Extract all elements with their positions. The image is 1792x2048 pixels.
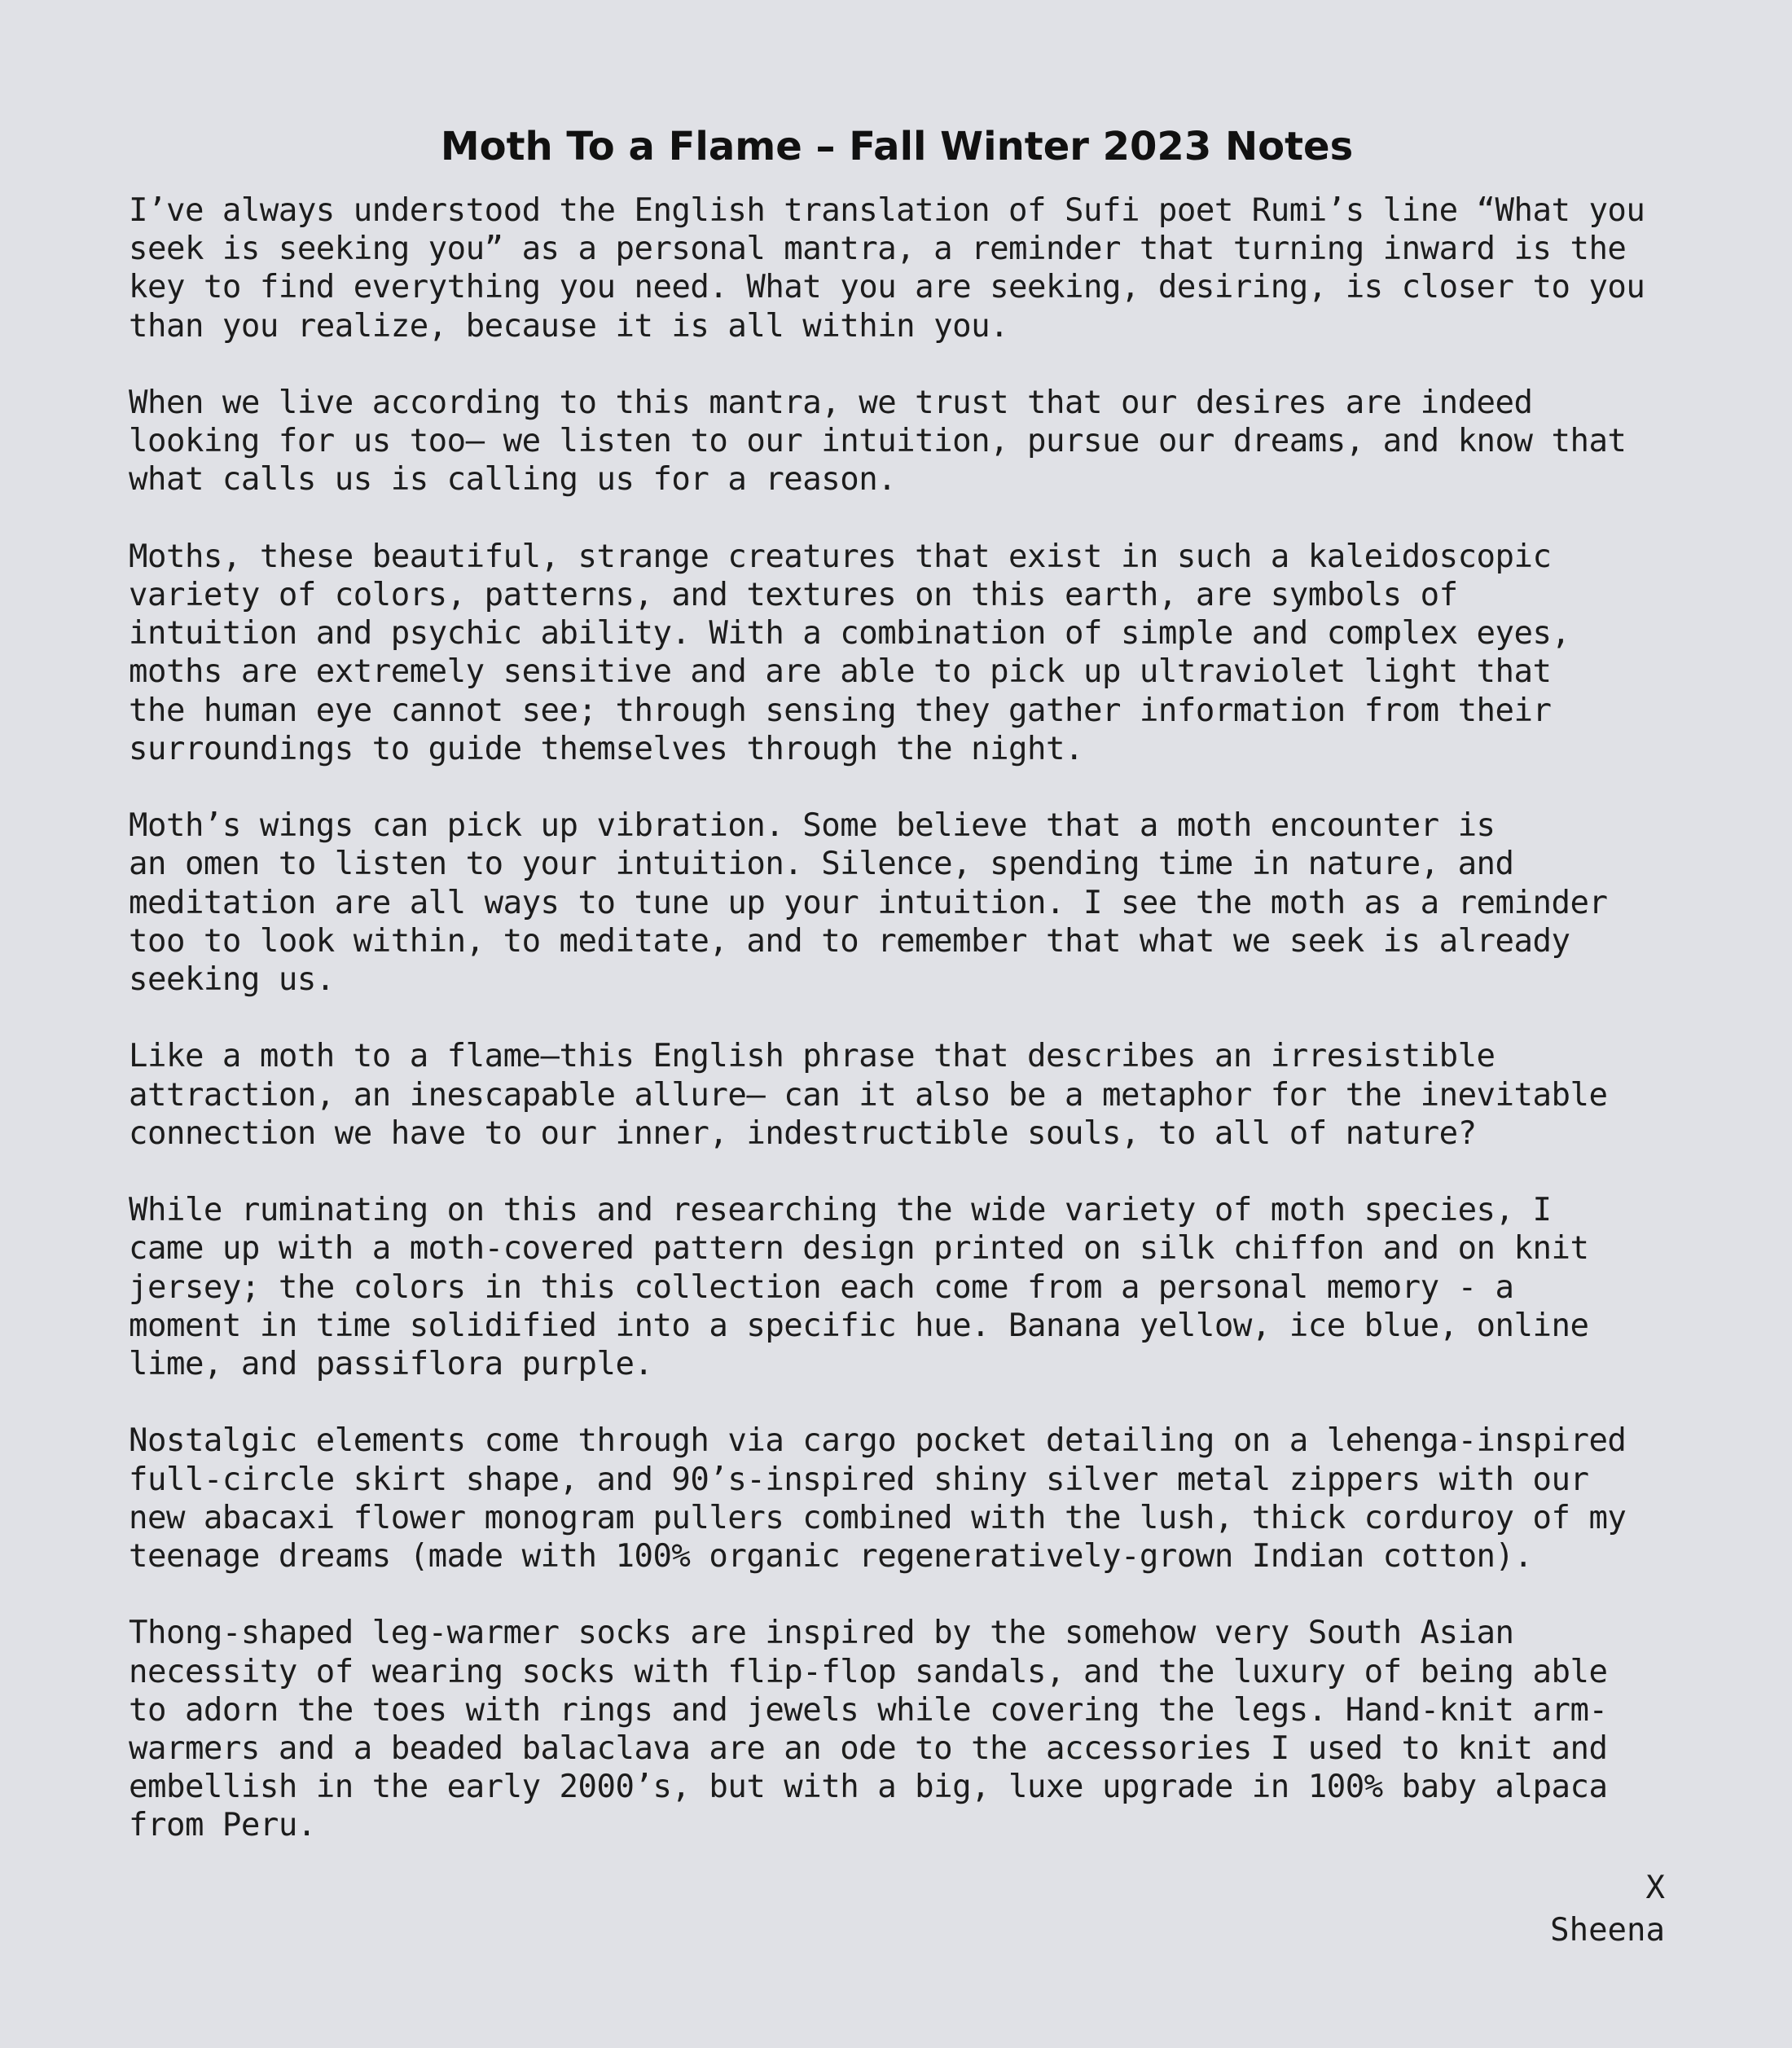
text-line: attraction, an inescapable allure— can it also be a metaphor for the inevitable [129, 1076, 1608, 1114]
text-line: Moth’s wings can pick up vibration. Some believe that a moth encounter is [129, 807, 1496, 845]
text-line: lime, and passiflora purple. [129, 1346, 653, 1383]
document-page [129, 122, 1665, 2028]
text-line: teenage dreams (made with 100% organic regeneratively-grown Indian cotton). [129, 1538, 1533, 1576]
text-line: an omen to listen to your intuition. Silence, spending time in nature, and [129, 846, 1514, 883]
text-line: While ruminating on this and researching the wide variety of moth species, I [129, 1192, 1552, 1229]
text-line: seeking us. [129, 961, 335, 999]
text-line: to adorn the toes with rings and jewels while covering the legs. Hand-knit arm- [129, 1691, 1608, 1729]
text-line: connection we have to our inner, indestructible souls, to all of nature? [129, 1114, 1477, 1152]
paragraph [129, 384, 1665, 499]
paragraph [129, 806, 1665, 999]
paragraph [129, 538, 1665, 768]
text-line: When we live according to this mantra, we trust that our desires are indeed [129, 385, 1533, 421]
text-line: seek is seeking you” as a personal mantra, a reminder that turning inward is the [129, 231, 1627, 268]
text-line: moment in time solidified into a specific hue. Banana yellow, ice blue, online [129, 1307, 1589, 1344]
text-line: jersey; the colors in this collection each come from a personal memory - a [129, 1268, 1514, 1306]
paragraph [129, 1037, 1665, 1153]
paragraph [129, 1614, 1665, 1844]
paragraph [129, 1191, 1665, 1383]
text-line: necessity of wearing socks with flip-flop sandals, and the luxury of being able [129, 1653, 1608, 1690]
text-line: key to find everything you need. What you are seeking, desiring, is closer to you [129, 269, 1645, 306]
text-line: what calls us is calling us for a reason. [129, 461, 897, 499]
signoff [1550, 1867, 1665, 1952]
text-line: warmers and a beaded balaclava are an ode to the accessories I used to knit and [129, 1730, 1608, 1768]
text-line: Thong-shaped leg-warmer socks are inspired by the somehow very South Asian [129, 1615, 1514, 1652]
text-line: full-circle skirt shape, and 90’s-inspired shiny silver metal zippers with our [129, 1461, 1589, 1498]
text-line: Like a moth to a flame—this English phrase that describes an irresistible [129, 1038, 1496, 1075]
text-line: too to look within, to meditate, and to remember that what we seek is already [129, 922, 1570, 960]
text-line: surroundings to guide themselves through the night. [129, 730, 1083, 767]
signoff-mark: X [1645, 1870, 1665, 1906]
paragraph [129, 191, 1665, 345]
text-line: the human eye cannot see; through sensing they gather information from their [129, 692, 1552, 729]
signoff-name: Sheena [1550, 1912, 1665, 1949]
text-line: intuition and psychic ability. With a combination of simple and complex eyes, [129, 615, 1570, 653]
text-line: moths are extremely sensitive and are able to pick up ultraviolet light that [129, 653, 1552, 691]
paragraph [129, 1422, 1665, 1576]
text-line: Nostalgic elements come through via cargo pocket detailing on a lehenga-inspired [129, 1422, 1627, 1460]
document-title: Moth To a Flame – Fall Winter 2023 Notes [440, 124, 1354, 169]
text-line: I’ve always understood the English translation of Sufi poet Rumi’s line “What you [129, 192, 1645, 229]
text-line: variety of colors, patterns, and textures on this earth, are symbols of [129, 577, 1458, 613]
text-line: meditation are all ways to tune up your intuition. I see the moth as a reminder [129, 884, 1608, 921]
text-line: came up with a moth-covered pattern design printed on silk chiffon and on knit [129, 1230, 1589, 1268]
text-line: new abacaxi flower monogram pullers combined with the lush, thick corduroy of my [129, 1499, 1627, 1536]
text-line: embellish in the early 2000’s, but with a big, luxe upgrade in 100% baby alpaca [129, 1769, 1608, 1806]
text-line: than you realize, because it is all within you. [129, 307, 1009, 345]
text-line: from Peru. [129, 1807, 316, 1844]
text-line: looking for us too— we listen to our intuition, pursue our dreams, and know that [129, 423, 1627, 460]
text-line: Moths, these beautiful, strange creatures that exist in such a kaleidoscopic [129, 538, 1552, 575]
document-body [129, 191, 1665, 1845]
